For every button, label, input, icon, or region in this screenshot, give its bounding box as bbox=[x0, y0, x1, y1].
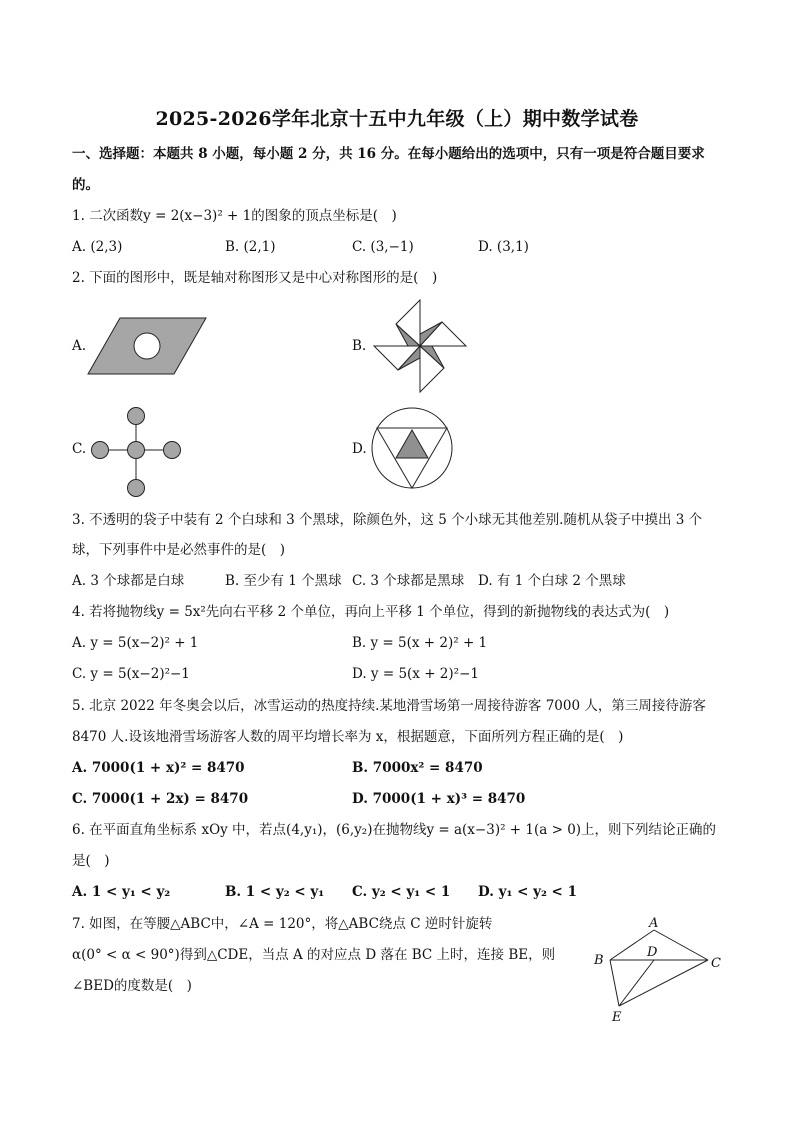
q5-option-a: A. 7000(1 + x)² = 8470 bbox=[72, 760, 245, 776]
section-instructions-line2: 的。 bbox=[72, 177, 99, 193]
q7-label-d: D bbox=[647, 945, 658, 960]
q1-option-d: D. (3,1) bbox=[478, 239, 529, 255]
q6-option-a: A. 1 < y₁ < y₂ bbox=[72, 884, 171, 900]
q6-option-d: D. y₁ < y₂ < 1 bbox=[478, 884, 577, 900]
q7-stem-line3: ∠BED的度数是( ) bbox=[72, 978, 192, 994]
q2-label-d: D. bbox=[352, 441, 367, 457]
q2-figure-a-parallelogram bbox=[88, 316, 208, 376]
q1-option-c: C. (3,−1) bbox=[352, 239, 414, 255]
q7-label-e: E bbox=[612, 1010, 622, 1025]
q2-figure-d-circle-triangles bbox=[370, 404, 454, 490]
q5-option-d: D. 7000(1 + x)³ = 8470 bbox=[352, 791, 526, 807]
q4-option-b: B. y = 5(x + 2)² + 1 bbox=[352, 635, 488, 651]
q4-stem: 4. 若将抛物线y = 5x²先向右平移 2 个单位，再向上平移 1 个单位，得到的新抛物线的表达式为( ) bbox=[72, 604, 670, 620]
q2-label-b: B. bbox=[352, 338, 367, 354]
q6-option-b: B. 1 < y₂ < y₁ bbox=[225, 884, 325, 900]
q6-option-c: C. y₂ < y₁ < 1 bbox=[352, 884, 451, 900]
q1-stem: 1. 二次函数y = 2(x−3)² + 1的图象的顶点坐标是( ) bbox=[72, 208, 397, 224]
q5-stem-line2: 8470 人.设该地滑雪场游客人数的周平均增长率为 x，根据题意，下面所列方程正确的是( ) bbox=[72, 729, 624, 745]
q1-option-a: A. (2,3) bbox=[72, 239, 123, 255]
q7-geometry-figure bbox=[592, 912, 732, 1024]
q5-stem-line1: 5. 北京 2022 年冬奥会以后，冰雪运动的热度持续.某地滑雪场第一周接待游客 7000 人，第三周接待游客 bbox=[72, 698, 706, 714]
q7-stem-line1: 7. 如图，在等腰△ABC中，∠A = 120°，将△ABC绕点 C 逆时针旋转 bbox=[72, 916, 493, 932]
q4-option-d: D. y = 5(x + 2)²−1 bbox=[352, 666, 479, 682]
q1-option-b: B. (2,1) bbox=[225, 239, 276, 255]
q4-option-c: C. y = 5(x−2)²−1 bbox=[72, 666, 190, 682]
q6-stem-line2: 是( ) bbox=[72, 853, 110, 869]
q7-label-a: A bbox=[649, 916, 659, 931]
q3-stem-line1: 3. 不透明的袋子中装有 2 个白球和 3 个黑球，除颜色外，这 5 个小球无其他差别.随机从袋子中摸出 3 个 bbox=[72, 512, 703, 528]
q5-option-c: C. 7000(1 + 2x) = 8470 bbox=[72, 791, 249, 807]
q3-option-c: C. 3 个球都是黑球 bbox=[352, 573, 465, 589]
q7-label-b: B bbox=[594, 953, 604, 968]
q7-label-c: C bbox=[711, 956, 721, 971]
q3-option-b: B. 至少有 1 个黑球 bbox=[225, 573, 342, 589]
q3-stem-line2: 球，下列事件中是必然事件的是( ) bbox=[72, 542, 286, 558]
q3-option-d: D. 有 1 个白球 2 个黑球 bbox=[478, 573, 626, 589]
q3-option-a: A. 3 个球都是白球 bbox=[72, 573, 185, 589]
q7-stem-line2: α(0° < α < 90°)得到△CDE，当点 A 的对应点 D 落在 BC 上时，连接 BE，则 bbox=[72, 947, 556, 963]
q2-figure-c-cross-circles bbox=[88, 404, 184, 500]
q2-label-c: C. bbox=[72, 441, 87, 457]
q4-option-a: A. y = 5(x−2)² + 1 bbox=[72, 635, 199, 651]
page-title: 2025-2026学年北京十五中九年级（上）期中数学试卷 bbox=[155, 108, 639, 130]
q2-label-a: A. bbox=[72, 338, 87, 354]
q2-stem: 2. 下面的图形中，既是轴对称图形又是中心对称图形的是( ) bbox=[72, 270, 438, 286]
q2-figure-b-pinwheel bbox=[372, 298, 468, 394]
q5-option-b: B. 7000x² = 8470 bbox=[352, 760, 483, 776]
section-instructions-line1: 一、选择题：本题共 8 小题，每小题 2 分，共 16 分。在每小题给出的选项中，只有一项是符合题目要求 bbox=[72, 146, 705, 162]
q6-stem-line1: 6. 在平面直角坐标系 xOy 中，若点(4,y₁)，(6,y₂)在抛物线y = a(x−3)² + 1(a > 0)上，则下列结论正确的 bbox=[72, 822, 717, 838]
